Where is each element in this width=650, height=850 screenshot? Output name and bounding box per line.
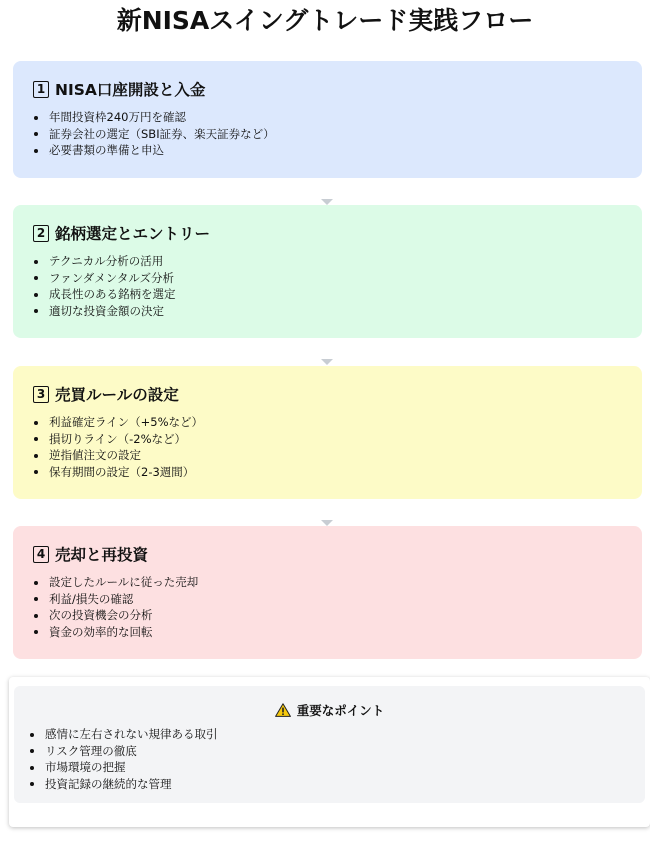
step-1-list — [33, 109, 642, 159]
list-item: 必要書類の準備と申込 — [33, 142, 642, 159]
list-item: ファンダメンタルズ分析 — [33, 270, 642, 287]
list-item: 年間投資枠240万円を確認 — [33, 109, 642, 126]
step-2-list — [33, 253, 642, 319]
step-3-card — [13, 366, 642, 499]
list-item: 次の投資機会の分析 — [33, 607, 642, 624]
list-item: 証券会社の選定（SBI証券、楽天証券など） — [33, 126, 642, 143]
list-item: 保有期間の設定（2-3週間） — [33, 464, 642, 481]
step-4-list — [33, 574, 642, 640]
step-number-badge: 2 — [33, 225, 49, 242]
page-title: 新NISAスイングトレード実践フロー — [116, 6, 534, 35]
list-item: 投資記録の継続的な管理 — [29, 776, 645, 793]
list-item: テクニカル分析の活用 — [33, 253, 642, 270]
step-number-badge: 1 — [33, 81, 49, 98]
step-number-badge: 3 — [33, 386, 49, 403]
step-title: NISA口座開設と入金 — [55, 81, 206, 99]
warning-icon — [275, 703, 291, 717]
list-item: リスク管理の徹底 — [29, 743, 645, 760]
step-2-header — [33, 221, 642, 245]
step-1-card — [13, 61, 642, 178]
step-title: 売買ルールの設定 — [55, 386, 179, 404]
important-points-list — [29, 726, 645, 792]
list-item: 感情に左右されない規律ある取引 — [29, 726, 645, 743]
list-item: 利益確定ライン（+5%など） — [33, 414, 642, 431]
important-points-title: 重要なポイント — [296, 703, 385, 718]
step-number-badge: 4 — [33, 546, 49, 563]
step-3-header — [33, 382, 642, 406]
list-item: 設定したルールに従った売却 — [33, 574, 642, 591]
list-item: 市場環境の把握 — [29, 759, 645, 776]
list-item: 逆指値注文の設定 — [33, 447, 642, 464]
important-points-panel — [14, 686, 645, 803]
step-4-card — [13, 526, 642, 659]
list-item: 成長性のある銘柄を選定 — [33, 286, 642, 303]
step-title: 銘柄選定とエントリー — [55, 225, 211, 243]
list-item: 資金の効率的な回転 — [33, 624, 642, 641]
list-item: 損切りライン（-2%など） — [33, 431, 642, 448]
important-points-header — [29, 700, 645, 720]
flow-arrow-down-icon — [321, 359, 333, 365]
important-points-card — [9, 677, 650, 827]
list-item: 適切な投資金額の決定 — [33, 303, 642, 320]
list-item: 利益/損失の確認 — [33, 591, 642, 608]
step-2-card — [13, 205, 642, 338]
step-1-header — [33, 77, 642, 101]
step-title: 売却と再投資 — [55, 546, 149, 564]
step-3-list — [33, 414, 642, 480]
step-4-header — [33, 542, 642, 566]
